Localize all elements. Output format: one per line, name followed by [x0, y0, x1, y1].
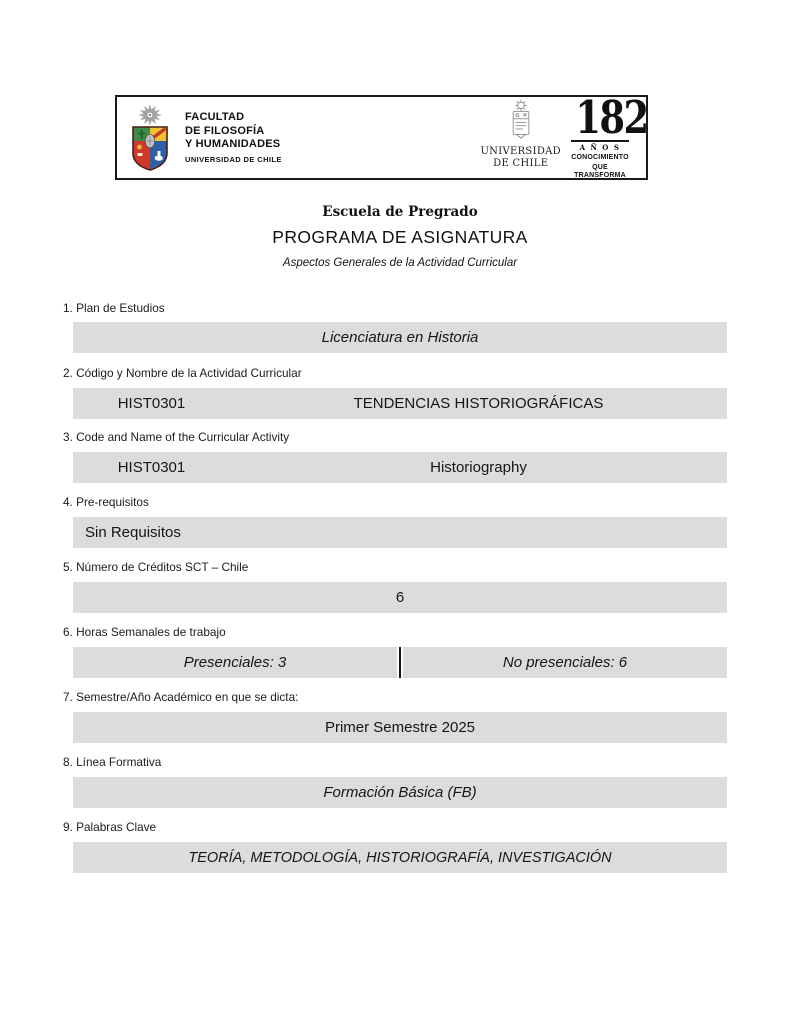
university-emblem-icon: [504, 99, 538, 145]
field-label-linea-formativa: 8. Línea Formativa: [63, 755, 162, 769]
faculty-name-block: [185, 111, 282, 164]
anniversary-tagline: CONOCIMIENTO: [571, 153, 629, 161]
field-label-horas-semanales: 6. Horas Semanales de trabajo: [63, 625, 226, 639]
faculty-line: Y HUMANIDADES: [185, 138, 281, 151]
field-label-plan-de-estudios: 1. Plan de Estudios: [63, 301, 165, 315]
field-value-text: TEORÍA, METODOLOGÍA, HISTORIOGRAFÍA, INVESTIGACIÓN: [188, 849, 612, 866]
course-code: HIST0301: [117, 395, 186, 412]
field-value-horas-semanales: [73, 647, 727, 678]
field-value-linea-formativa: [73, 777, 727, 808]
field-value-creditos: [73, 582, 727, 613]
university-anniversary-logo: [480, 90, 648, 181]
field-value-text: Sin Requisitos: [85, 524, 181, 541]
field-value-text: Formación Básica (FB): [323, 784, 477, 801]
hours-presencial: Presenciales: 3: [183, 654, 287, 671]
page-subtitle: Aspectos Generales de la Actividad Curricular: [282, 257, 518, 269]
field-label-prerequisitos: 4. Pre-requisitos: [63, 495, 149, 509]
course-name-english: Historiography: [430, 459, 527, 476]
field-value-text: Primer Semestre 2025: [324, 719, 476, 736]
field-label-semestre: 7. Semestre/Año Académico en que se dicta:: [63, 690, 299, 704]
field-value-prerequisitos: [73, 517, 727, 548]
anniversary-tagline: QUE TRANSFORMA: [574, 163, 626, 179]
course-name: TENDENCIAS HISTORIOGRÁFICAS: [353, 395, 604, 412]
anniversary-block: [570, 90, 648, 181]
field-value-code-name-english: [73, 452, 727, 483]
seal-university-line: UNIVERSIDAD: [480, 145, 561, 157]
field-value-codigo-nombre: [73, 388, 727, 419]
seal-university-line: DE CHILE: [493, 158, 549, 169]
field-label-palabras-clave: 9. Palabras Clave: [63, 820, 157, 834]
field-label-codigo-nombre: 2. Código y Nombre de la Actividad Curricular: [63, 366, 302, 380]
faculty-crest-icon: [130, 103, 170, 173]
field-value-palabras-clave: [73, 842, 727, 873]
field-value-text: 6: [395, 589, 405, 606]
field-label-creditos: 5. Número de Créditos SCT – Chile: [63, 560, 249, 574]
anniversary-number: 182: [575, 90, 648, 144]
anniversary-years-label: A Ñ O S: [579, 143, 621, 152]
faculty-university-label: UNIVERSIDAD DE CHILE: [185, 154, 282, 164]
course-code: HIST0301: [117, 459, 186, 476]
faculty-logo: [130, 103, 282, 173]
hours-no-presencial: No presenciales: 6: [502, 654, 628, 671]
header-logos-box: [115, 90, 648, 180]
field-value-plan-de-estudios: [73, 322, 727, 353]
page-title: PROGRAMA DE ASIGNATURA: [272, 227, 528, 247]
school-title: Escuela de Pregrado: [322, 204, 478, 220]
field-label-code-name-english: 3. Code and Name of the Curricular Activity: [63, 430, 290, 444]
faculty-line: DE FILOSOFÍA: [185, 124, 265, 137]
university-seal-block: [480, 95, 561, 170]
faculty-line: FACULTAD: [185, 111, 245, 124]
field-value-semestre: [73, 712, 727, 743]
field-value-text: Licenciatura en Historia: [321, 329, 479, 346]
